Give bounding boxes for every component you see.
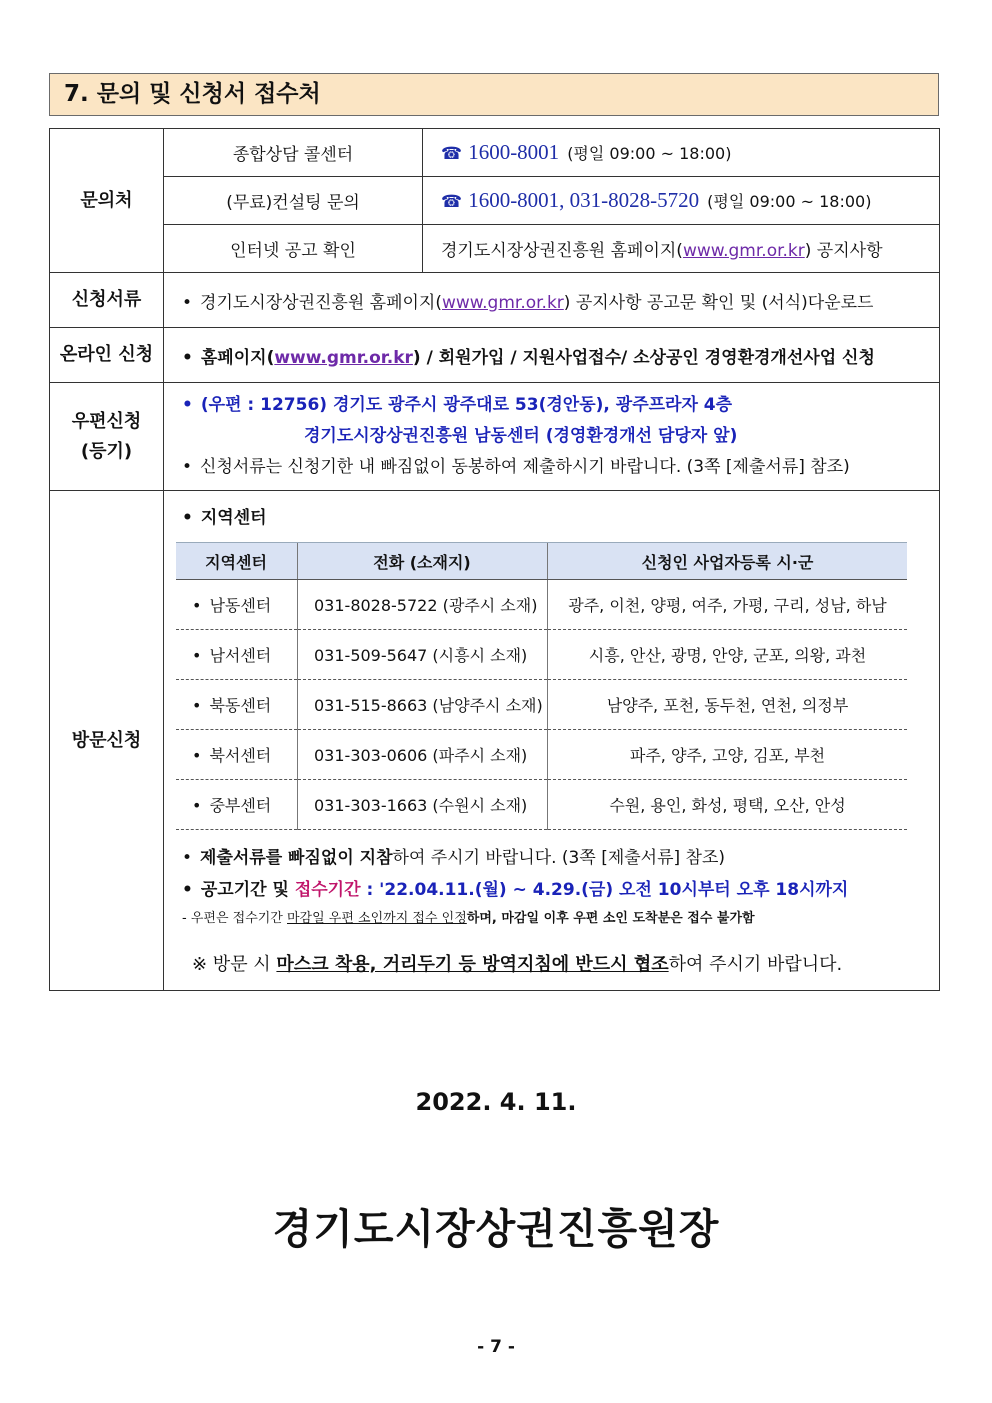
contact-table bbox=[49, 128, 940, 991]
center-areas: 광주, 이천, 양평, 여주, 가평, 구리, 성남, 하남 bbox=[548, 580, 908, 630]
center-areas: 파주, 양주, 고양, 김포, 부천 bbox=[548, 730, 908, 780]
callcenter-name: 종합상담 콜센터 bbox=[164, 129, 423, 177]
homepage-link[interactable]: www.gmr.or.kr bbox=[682, 241, 805, 261]
center-name: 북동센터 bbox=[209, 696, 272, 715]
phone-icon: ☎ bbox=[441, 144, 463, 164]
center-areas: 시흥, 안산, 광명, 안양, 군포, 의왕, 과천 bbox=[548, 630, 908, 680]
visit-note-1: • 제출서류를 빠짐없이 지참하여 주시기 바랍니다. (3쪽 [제출서류] 참조) bbox=[182, 848, 726, 868]
signer-title: 경기도시장상권진흥원장 bbox=[272, 1205, 720, 1253]
bullet: • bbox=[182, 347, 193, 368]
homepage-link[interactable]: www.gmr.or.kr bbox=[274, 347, 413, 368]
documents-label: 신청서류 bbox=[50, 273, 164, 328]
consulting-name: (무료)컨설팅 문의 bbox=[164, 177, 423, 225]
postal-recipient: 경기도시장상권진흥원 남동센터 (경영환경개선 담당자 앞) bbox=[304, 426, 738, 446]
document-date: 2022. 4. 11. bbox=[415, 1088, 577, 1116]
documents-info bbox=[164, 273, 940, 328]
internet-pre: 경기도시장상권진흥원 홈페이지( bbox=[441, 241, 683, 261]
bullet: • bbox=[182, 457, 193, 477]
table-row: • 중부센터 031-303-1663 (수원시 소재) 수원, 용인, 화성, 평택, 오산, 안성 bbox=[176, 780, 907, 830]
callcenter-contact bbox=[423, 129, 940, 177]
col-areas: 신청인 사업자등록 시·군 bbox=[548, 543, 908, 580]
center-name: 북서센터 bbox=[209, 746, 272, 765]
postal-label bbox=[50, 383, 164, 491]
consulting-hours: (평일 09:00 ~ 18:00) bbox=[707, 192, 872, 211]
postal-label-line1: 우편신청 bbox=[71, 410, 142, 432]
callcenter-phone[interactable]: 1600-8001 bbox=[468, 140, 560, 164]
consulting-phone[interactable]: 1600-8001, 031-8028-5720 bbox=[468, 188, 700, 212]
table-row: • 북동센터 031-515-8663 (남양주시 소재) 남양주, 포천, 동두천, 연천, 의정부 bbox=[176, 680, 907, 730]
visit-note-3: - 우편은 접수기간 마감일 우편 소인까지 접수 인정하며, 마감일 이후 우편 소인 도착분은 접수 불가함 bbox=[182, 911, 755, 926]
table-row: • 남서센터 031-509-5647 (시흥시 소재) 시흥, 안산, 광명, 안양, 군포, 의왕, 과천 bbox=[176, 630, 907, 680]
online-post: ) / 회원가입 / 지원사업접수/ 소상공인 경영환경개선사업 신청 bbox=[412, 347, 875, 368]
center-areas: 수원, 용인, 화성, 평택, 오산, 안성 bbox=[548, 780, 908, 830]
center-name: 남서센터 bbox=[209, 646, 272, 665]
center-phone[interactable]: 031-8028-5722 (광주시 소재) bbox=[298, 580, 548, 630]
internet-name: 인터넷 공고 확인 bbox=[164, 225, 423, 273]
callcenter-hours: (평일 09:00 ~ 18:00) bbox=[567, 144, 732, 163]
inquiry-label: 문의처 bbox=[50, 129, 164, 273]
centers-title: • 지역센터 bbox=[182, 508, 267, 528]
consulting-contact bbox=[423, 177, 940, 225]
center-phone[interactable]: 031-303-1663 (수원시 소재) bbox=[298, 780, 548, 830]
centers-table bbox=[176, 542, 907, 830]
table-row: • 북서센터 031-303-0606 (파주시 소재) 파주, 양주, 고양, 김포, 부천 bbox=[176, 730, 907, 780]
postal-info bbox=[164, 383, 940, 491]
homepage-link[interactable]: www.gmr.or.kr bbox=[441, 292, 564, 313]
phone-icon: ☎ bbox=[441, 192, 463, 212]
page-number: - 7 - bbox=[477, 1337, 515, 1357]
center-phone[interactable]: 031-303-0606 (파주시 소재) bbox=[298, 730, 548, 780]
col-center: 지역센터 bbox=[176, 543, 298, 580]
visit-label: 방문신청 bbox=[50, 491, 164, 991]
postal-label-line2: (등기) bbox=[80, 440, 133, 462]
postal-address: • (우편 : 12756) 경기도 광주시 광주대로 53(경안동), 광주프라자 4층 bbox=[182, 395, 733, 415]
online-pre: 홈페이지( bbox=[200, 347, 275, 368]
documents-post: ) 공지사항 공고문 확인 및 (서식)다운로드 bbox=[563, 292, 874, 313]
center-name: 남동센터 bbox=[209, 596, 272, 615]
documents-pre: 경기도시장상권진흥원 홈페이지( bbox=[200, 292, 442, 313]
center-areas: 남양주, 포천, 동두천, 연천, 의정부 bbox=[548, 680, 908, 730]
visit-info bbox=[164, 491, 940, 991]
center-phone[interactable]: 031-509-5647 (시흥시 소재) bbox=[298, 630, 548, 680]
table-row: • 남동센터 031-8028-5722 (광주시 소재) 광주, 이천, 양평, 여주, 가평, 구리, 성남, 하남 bbox=[176, 580, 907, 630]
online-info bbox=[164, 328, 940, 383]
col-phone: 전화 (소재지) bbox=[298, 543, 548, 580]
center-name: 중부센터 bbox=[209, 796, 272, 815]
online-label: 온라인 신청 bbox=[50, 328, 164, 383]
bullet: • bbox=[182, 395, 193, 415]
section-title: 7. 문의 및 신청서 접수처 bbox=[49, 73, 939, 116]
visit-note-2: • 공고기간 및 접수기간 : '22.04.11.(월) ~ 4.29.(금) 오전 10시부터 오후 18시까지 bbox=[182, 880, 849, 900]
visit-note-4: ※ 방문 시 마스크 착용, 거리두기 등 방역지침에 반드시 협조하여 주시기 바랍니다. bbox=[192, 954, 843, 975]
internet-info bbox=[423, 225, 940, 273]
center-phone[interactable]: 031-515-8663 (남양주시 소재) bbox=[298, 680, 548, 730]
postal-note: • 신청서류는 신청기한 내 빠짐없이 동봉하여 제출하시기 바랍니다. (3쪽 [제출서류] 참조) bbox=[182, 457, 850, 477]
internet-post: ) 공지사항 bbox=[804, 241, 883, 261]
bullet: • bbox=[182, 292, 193, 313]
